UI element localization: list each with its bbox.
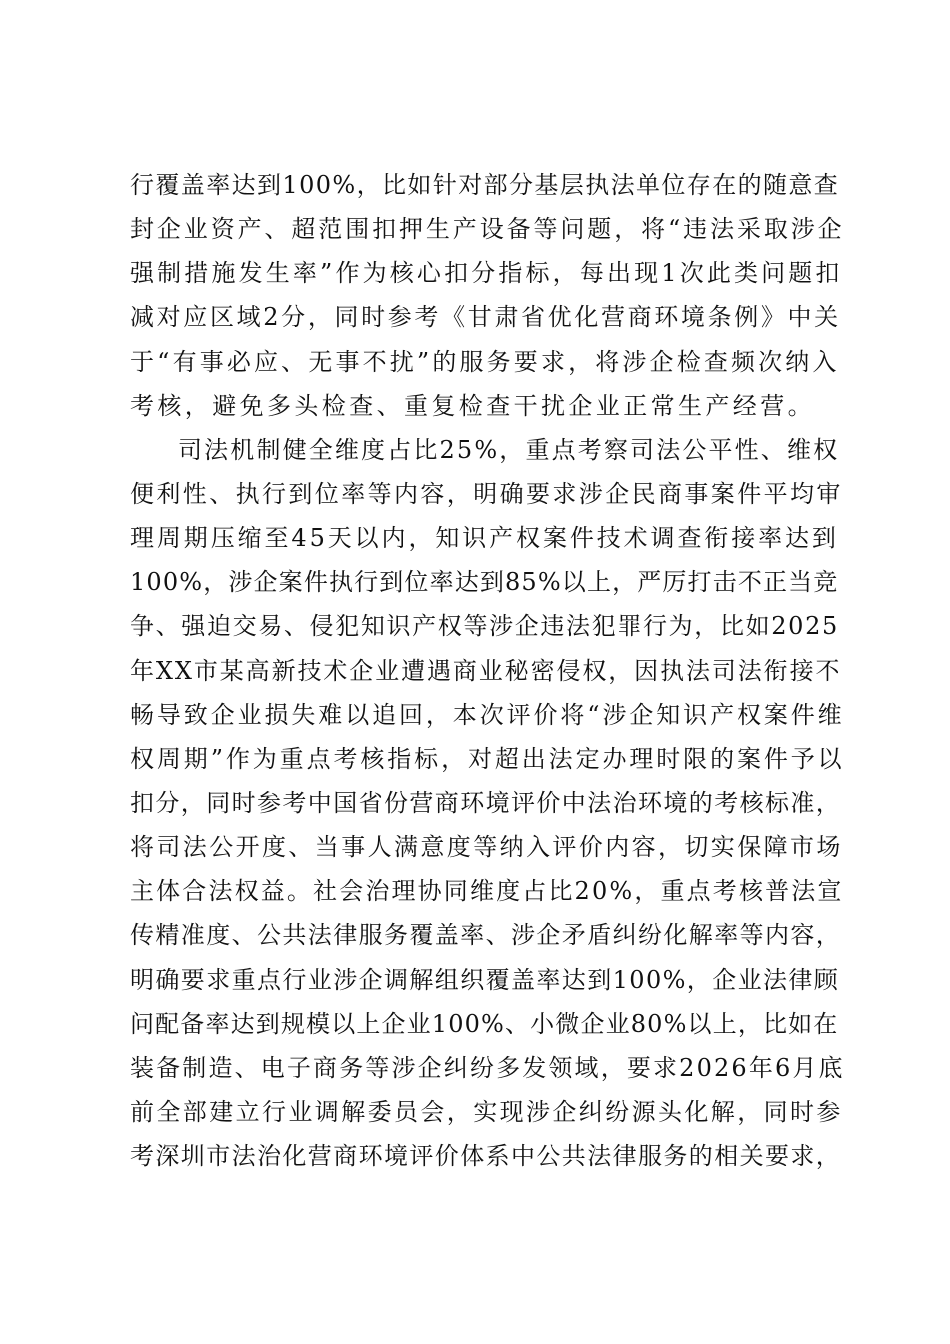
text-line: 前全部建立行业调解委员会，实现涉企纠纷源头化解，同时参: [130, 1097, 843, 1126]
text-line: 便利性、执行到位率等内容，明确要求涉企民商事案件平均审: [130, 479, 843, 508]
text-line: 考深圳市法治化营商环境评价体系中公共法律服务的相关要求，: [130, 1142, 842, 1171]
text-line: 年XX市某高新技术企业遭遇商业秘密侵权，因执法司法衔接不: [130, 656, 842, 685]
text-line: 装备制造、电子商务等涉企纠纷多发领域，要求2026年6月底: [130, 1053, 845, 1082]
paragraph-first-line: 司法机制健全维度占比25%，重点考察司法公平性、维权: [178, 435, 840, 464]
text-line: 将司法公开度、当事人满意度等纳入评价内容，切实保障市场: [130, 833, 843, 862]
text-line: 封企业资产、超范围扣押生产设备等问题，将“违法采取涉企: [130, 215, 845, 244]
text-line: 争、强迫交易、侵犯知识产权等涉企违法犯罪行为，比如2025: [130, 612, 839, 641]
text-line: 问配备率达到规模以上企业100%、小微企业80%以上，比如在: [130, 1009, 839, 1038]
text-line: 权周期”作为重点考核指标，对超出法定办理时限的案件予以: [130, 744, 845, 773]
text-line: 强制措施发生率”作为核心扣分指标，每出现1次此类问题扣: [130, 259, 843, 288]
text-line: 行覆盖率达到100%，比如针对部分基层执法单位存在的随意查: [130, 171, 840, 199]
text-line: 传精准度、公共法律服务覆盖率、涉企矛盾纠纷化解率等内容，: [130, 921, 842, 950]
text-line: 减对应区域2分，同时参考《甘肃省优化营商环境条例》中关: [130, 303, 841, 332]
text-line: 扣分，同时参考中国省份营商环境评价中法治环境的考核标准，: [130, 788, 842, 817]
text-line: 明确要求重点行业涉企调解组织覆盖率达到100%，企业法律顾: [130, 965, 840, 994]
text-line: 畅导致企业损失难以追回，本次评价将“涉企知识产权案件维: [130, 700, 845, 729]
text-line: 理周期压缩至45天以内，知识产权案件技术调查衔接率达到: [130, 524, 839, 553]
text-line: 于“有事必应、无事不扰”的服务要求，将涉企检查频次纳入: [130, 347, 840, 376]
text-line: 主体合法权益。社会治理协同维度占比20%，重点考核普法宣: [130, 877, 844, 906]
text-line: 100%，涉企案件执行到位率达到85%以上，严厉打击不正当竞: [130, 568, 839, 597]
body-text: [130, 163, 845, 1178]
text-line: 考核，避免多头检查、重复检查干扰企业正常生产经营。: [130, 391, 815, 420]
